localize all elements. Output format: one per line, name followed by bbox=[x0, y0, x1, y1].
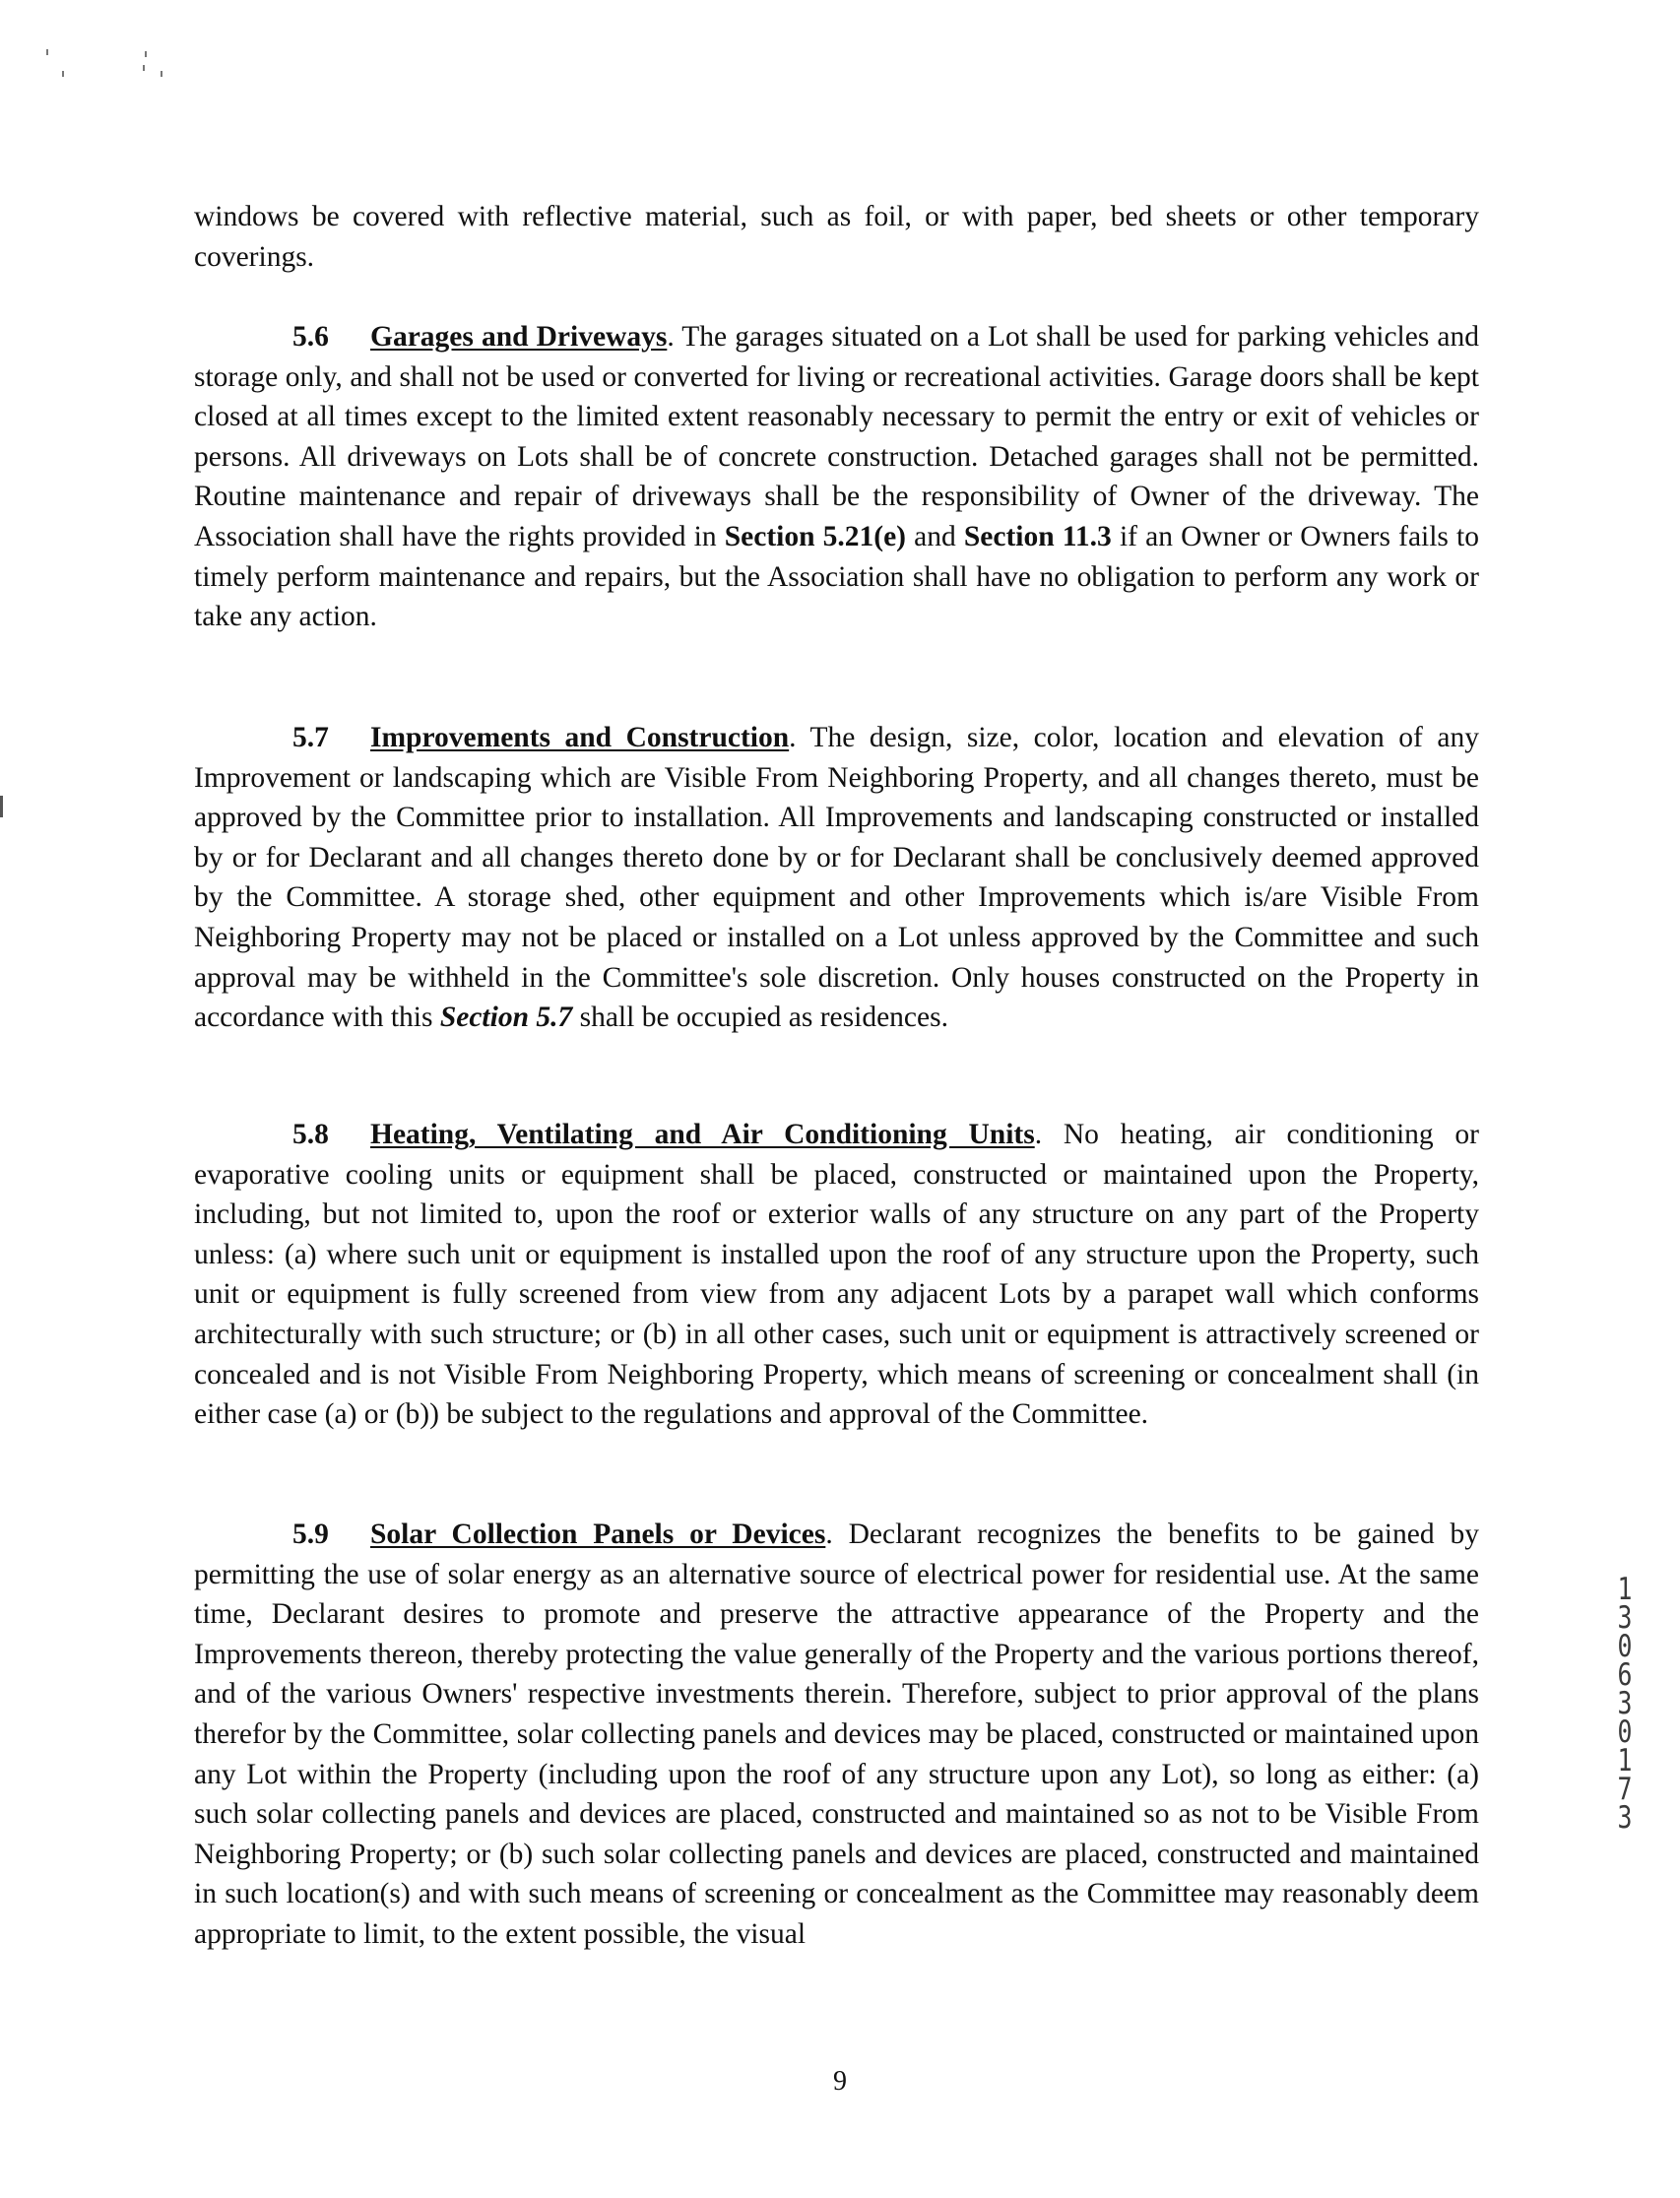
section-reference: Section 5.7 bbox=[439, 1002, 573, 1034]
section-text: . The garages situated on a Lot shall be used for parking vehicles and storage only, and shall not be used or converted for living or recreational activities. Garage doors shall be kept closed at all times except to the limited extent reasonably necessary to permit the entry or exit of vehicles or persons. All driveways on Lots shall be of concrete construction. Detached garages shall not be permitted. Routine maintenance and repair of driveways shall be the responsibility of Owner of the driveway. The Association shall have the rights provided in bbox=[194, 321, 1479, 552]
section-5-8-paragraph bbox=[194, 1115, 1479, 1435]
page-number: 9 bbox=[833, 2066, 847, 2097]
section-5-7-paragraph bbox=[194, 718, 1479, 1038]
section-text: . Declarant recognizes the benefits to be gained by permitting the use of solar energy as an alternative source of electrical power for residential use. At the same time, Declarant desires to promote and preserve the attractive appearance of the Property and the Improvements thereon, thereby protecting the value generally of the Property and the various portions thereof, and of the various Owners' respective investments therein. Therefore, subject to prior approval of the plans therefor by the Committee, solar collecting panels and devices may be placed, constructed or maintained upon any Lot within the Property (including upon the roof of any structure upon any Lot), so long as either: (a) such solar collecting panels and devices are placed, constructed and maintained so as not to be Visible From Neighboring Property; or (b) such solar collecting panels and devices are placed, constructed and maintained in such location(s) and with such means of screening or concealment as the Committee may reasonably deem appropriate to limit, to the extent possible, the visual bbox=[194, 1519, 1479, 1950]
section-heading: Garages and Driveways bbox=[370, 321, 668, 353]
section-5-6-paragraph bbox=[194, 317, 1479, 637]
section-heading: Heating, Ventilating and Air Conditioning Units bbox=[370, 1119, 1035, 1150]
section-number: 5.7 bbox=[292, 722, 329, 753]
section-heading: Solar Collection Panels or Devices bbox=[370, 1519, 826, 1550]
scan-artifact-marks bbox=[43, 47, 171, 81]
scan-edge-mark bbox=[0, 796, 3, 817]
section-text: . The design, size, color, location and elevation of any Improvement or landscaping which are Visible From Neighboring Property, and all changes thereto, must be approved by the Committee prior to installation. All Improvements and landscaping constructed or installed by or for Declarant and all changes thereto done by or for Declarant shall be conclusively deemed approved by the Committee. A storage shed, other equipment and other Improvements which is/are Visible From Neighboring Property may not be placed or installed on a Lot unless approved by the Committee and such approval may be withheld in the Committee's sole discretion. Only houses constructed on the Property in accordance with this bbox=[194, 722, 1479, 1034]
section-text: if an Owner or Owners fails to timely perform maintenance and repairs, but the Association shall have no obligation to perform any work or take any action. bbox=[194, 520, 1479, 633]
section-text: . No heating, air conditioning or evaporative cooling units or equipment shall be placed, constructed or maintained upon the Property, including, but not limited to, upon the roof or exterior walls of any structure on any part of the Property unless: (a) where such unit or equipment is installed upon the roof of any structure upon the Property, such unit or equipment is fully screened from view from any adjacent Lots by a parapet wall which conforms architecturally with such structure; or (b) in all other cases, such unit or equipment is attractively screened or concealed and is not Visible From Neighboring Property, which means of screening or concealment shall (in either case (a) or (b)) be subject to the regulations and approval of the Committee. bbox=[194, 1119, 1479, 1431]
section-reference: Section 5.21(e) bbox=[724, 520, 907, 552]
section-number: 5.9 bbox=[292, 1519, 329, 1550]
section-reference: Section 11.3 bbox=[963, 520, 1112, 552]
recording-stamp: 13063 0173 bbox=[1617, 1572, 1633, 1836]
section-number: 5.8 bbox=[292, 1119, 329, 1150]
section-text: shall be occupied as residences. bbox=[572, 1002, 948, 1034]
section-5-9-paragraph bbox=[194, 1515, 1479, 1955]
section-heading: Improvements and Construction bbox=[370, 722, 790, 753]
section-text: and bbox=[906, 520, 964, 552]
section-number: 5.6 bbox=[292, 321, 329, 353]
paragraph-continuation: windows be covered with reflective material, such as foil, or with paper, bed sheets or other temporary coverings. bbox=[194, 201, 1479, 273]
